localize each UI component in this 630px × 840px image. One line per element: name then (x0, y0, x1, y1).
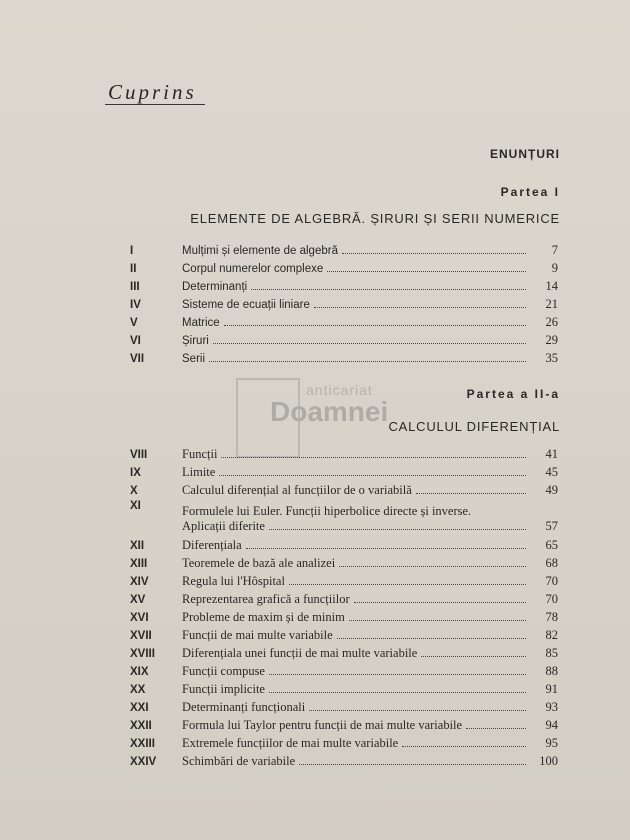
dot-leader (224, 325, 526, 326)
chapter-number: XV (130, 594, 146, 606)
dot-leader (269, 692, 526, 693)
toc-row (130, 628, 558, 646)
dot-leader (337, 638, 526, 639)
toc-row (130, 574, 558, 592)
page-number: 65 (545, 538, 558, 552)
chapter-number: II (130, 263, 137, 275)
chapter-title: Funcții compuse (182, 664, 265, 678)
page-number: 9 (551, 261, 558, 275)
toc-row (130, 682, 558, 700)
dot-leader (246, 548, 526, 549)
dot-leader (466, 728, 526, 729)
chapter-number: VII (130, 353, 145, 365)
dot-leader (221, 457, 526, 458)
dot-leader (339, 566, 526, 567)
chapter-title: Funcții de mai multe variabile (182, 628, 333, 642)
toc-row (130, 447, 558, 465)
chapter-number: XVII (130, 630, 152, 642)
toc-row (130, 261, 558, 279)
chapter-number: V (130, 317, 138, 329)
page-number: 78 (545, 610, 558, 624)
chapter-title: Diferențiala (182, 538, 242, 552)
chapter-number: XXII (130, 720, 152, 732)
toc-row (130, 754, 558, 772)
toc-row (130, 592, 558, 610)
page-number: 68 (545, 556, 558, 570)
toc-row (130, 351, 558, 369)
part-2-label: Partea a II-a (466, 387, 560, 401)
section-label: ENUNȚURI (490, 147, 560, 161)
page-number: 57 (545, 519, 558, 533)
chapter-title: Regula lui l'Hôspital (182, 574, 285, 588)
dot-leader (342, 253, 526, 254)
chapter-title: Determinanți (182, 281, 248, 293)
chapter-number: XIV (130, 576, 149, 588)
chapter-title: Mulțimi și elemente de algebră (182, 245, 338, 257)
chapter-title: Funcții implicite (182, 682, 265, 696)
chapter-title: Determinanți funcționali (182, 700, 306, 714)
toc-row (130, 700, 558, 718)
page-title: Cuprins (108, 80, 197, 104)
chapter-number: XII (130, 540, 145, 552)
toc-row (130, 333, 558, 351)
chapter-number: III (130, 281, 140, 293)
page-number: 21 (545, 297, 558, 311)
toc-row (130, 279, 558, 297)
toc-row (130, 556, 558, 574)
page-number: 70 (545, 592, 558, 606)
dot-leader (251, 289, 526, 290)
chapter-title-block (182, 504, 558, 534)
chapter-title: Extremele funcțiilor de mai multe variabile (182, 736, 399, 750)
watermark-logo (236, 378, 436, 458)
chapter-number: VI (130, 335, 141, 347)
chapter-number: XI (130, 500, 141, 512)
dot-leader (209, 361, 526, 362)
chapter-number: XVIII (130, 648, 155, 660)
toc-row (130, 297, 558, 315)
chapter-number: VIII (130, 449, 148, 461)
chapter-title-continued: Aplicații diferite (182, 519, 265, 533)
page-number: 7 (551, 243, 558, 257)
dot-leader (349, 620, 526, 621)
part-1-label: Partea I (500, 185, 560, 199)
part-2-title: CALCULUL DIFERENȚIAL (388, 419, 560, 434)
chapter-number: XX (130, 684, 146, 696)
chapter-number: XXI (130, 702, 149, 714)
toc-row (130, 718, 558, 736)
page-number: 93 (545, 700, 558, 714)
chapter-number: XXIV (130, 756, 157, 768)
page-number: 94 (545, 718, 558, 732)
chapter-title: Matrice (182, 317, 220, 329)
dot-leader (402, 746, 526, 747)
chapter-number: I (130, 245, 134, 257)
dot-leader (289, 584, 526, 585)
chapter-title: Probleme de maxim și de minim (182, 610, 345, 624)
dot-leader (421, 656, 526, 657)
toc-row (130, 538, 558, 556)
page-number: 82 (545, 628, 558, 642)
dot-leader (269, 529, 526, 530)
page-number: 95 (545, 736, 558, 750)
page-number: 45 (545, 465, 558, 479)
page-number: 41 (545, 447, 558, 461)
chapter-number: XIX (130, 666, 149, 678)
toc-row (130, 315, 558, 333)
dot-leader (299, 764, 526, 765)
toc-row (130, 500, 558, 534)
chapter-title: Sisteme de ecuații liniare (182, 299, 310, 311)
toc-row (130, 243, 558, 261)
page-number: 88 (545, 664, 558, 678)
dot-leader (416, 493, 526, 494)
toc-row (130, 736, 558, 754)
page-number: 35 (545, 351, 558, 365)
chapter-title: Diferențiala unei funcții de mai multe variabile (182, 646, 418, 660)
chapter-title: Formula lui Taylor pentru funcții de mai multe variabile (182, 718, 463, 732)
page-number: 70 (545, 574, 558, 588)
dot-leader (309, 710, 526, 711)
chapter-title: Schimbări de variabile (182, 754, 296, 768)
page-number: 49 (545, 483, 558, 497)
chapter-title: Calculul diferențial al funcțiilor de o variabilă (182, 483, 412, 497)
chapter-title: Funcții (182, 447, 218, 461)
chapter-number: X (130, 485, 138, 497)
dot-leader (213, 343, 526, 344)
chapter-title: Serii (182, 353, 206, 365)
dot-leader (354, 602, 526, 603)
toc-row (130, 664, 558, 682)
part-1-title: ELEMENTE DE ALGEBRĂ. ȘIRURI ȘI SERII NUMERICE (190, 211, 560, 226)
page-number: 100 (539, 754, 558, 768)
chapter-number: XVI (130, 612, 149, 624)
chapter-title: Teoremele de bază ale analizei (182, 556, 336, 570)
watermark-big-text: Doamnei (270, 396, 389, 427)
chapter-title: Limite (182, 465, 216, 479)
dot-leader (314, 307, 526, 308)
chapter-title: Șiruri (182, 335, 209, 347)
title-underline (105, 104, 205, 105)
watermark-small-text: anticariat (306, 382, 373, 398)
toc-row (130, 483, 558, 501)
dot-leader (219, 475, 526, 476)
chapter-number: XXIII (130, 738, 155, 750)
page-number: 85 (545, 646, 558, 660)
chapter-number: IX (130, 467, 141, 479)
page-number: 26 (545, 315, 558, 329)
chapter-number: IV (130, 299, 141, 311)
chapter-number: XIII (130, 558, 148, 570)
page-number: 14 (545, 279, 558, 293)
dot-leader (269, 674, 526, 675)
chapter-title: Reprezentarea grafică a funcțiilor (182, 592, 350, 606)
dot-leader (327, 271, 526, 272)
chapter-title: Formulele lui Euler. Funcții hiperbolice directe și inverse. (182, 504, 472, 518)
page-number: 91 (545, 682, 558, 696)
page-number: 29 (545, 333, 558, 347)
toc-row (130, 646, 558, 664)
toc-row (130, 465, 558, 483)
chapter-title: Corpul numerelor complexe (182, 263, 324, 275)
toc-row (130, 610, 558, 628)
